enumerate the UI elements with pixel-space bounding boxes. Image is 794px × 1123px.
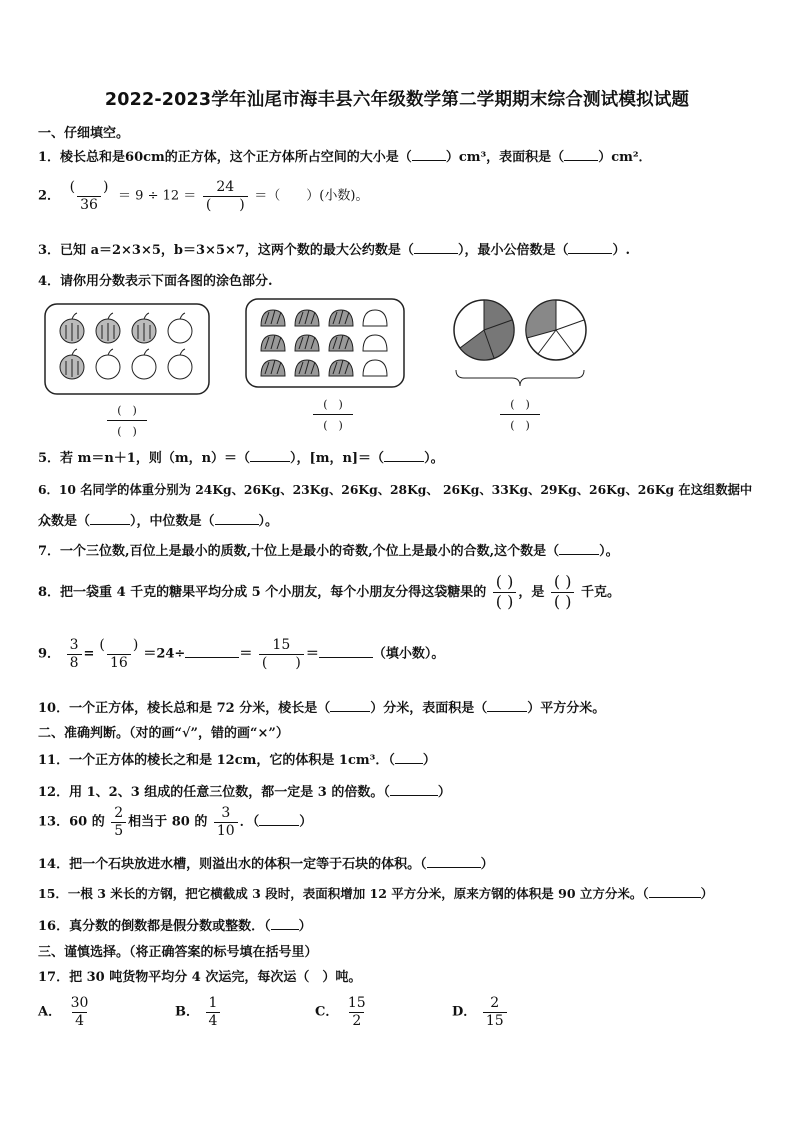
answer-blank[interactable]: [271, 929, 299, 930]
question-number: 5．: [38, 451, 61, 466]
fraction-answer-2[interactable]: ( ) ( ): [313, 396, 353, 433]
section-3-heading: 三、谨慎选择。（将正确答案的标号填在括号里）: [38, 945, 318, 960]
question-8: 8．把一袋重 4 千克的糖果平均分成 5 个小朋友，每个小朋友分得这袋糖果的 $\frac{( )}{( )}$ ，是 $\frac{( )}{( )}$ 千克。: [38, 572, 621, 611]
answer-blank[interactable]: [568, 253, 612, 254]
answer-blank[interactable]: [259, 825, 299, 826]
question-number: 10．: [38, 701, 70, 716]
answer-blank[interactable]: [215, 524, 259, 525]
question-7: 7．一个三位数,百位上是最小的质数,十位上是最小的奇数,个位上是最小的合数,这个数是（ ）。: [38, 544, 619, 559]
apple-icon-row-2: [60, 349, 192, 379]
fraction: $\frac{2}{15}$: [483, 996, 507, 1028]
question-number: 2．: [38, 188, 61, 204]
question-11: 11．一个正方体的棱长之和是 12cm，它的体积是 1cm³．（ ）: [38, 753, 436, 768]
fraction: $\frac{( )}{( )}$: [551, 574, 575, 611]
question-number: 9．: [38, 646, 61, 662]
fraction-answer-1[interactable]: ( ) ( ): [107, 402, 147, 439]
question-number: 6．: [38, 482, 59, 497]
question-6-continued: 众数是（ ），中位数是（ ）。: [38, 514, 279, 529]
question-14: 14．把一个石块放进水槽，则溢出水的体积一定等于石块的体积。（ ）: [38, 857, 494, 872]
answer-blank[interactable]: [319, 657, 373, 658]
fraction: $\frac{30}{4}$: [70, 995, 89, 1029]
question-number: 11．: [38, 753, 70, 768]
section-1-heading: 一、仔细填空。: [38, 126, 130, 141]
pie-circles-figure: [452, 298, 592, 390]
answer-blank[interactable]: [649, 897, 701, 898]
fraction: $\frac{15}{( )}$: [259, 638, 304, 670]
answer-blank[interactable]: [395, 763, 423, 764]
question-number: 7．: [38, 544, 61, 559]
question-3: 3．已知 a＝2×3×5，b＝3×5×7，这两个数的最大公约数是（ ），最小公倍数是（ ）.: [38, 243, 630, 258]
section-2-heading: 二、准确判断。（对的画“√”，错的画“×”）: [38, 726, 289, 741]
question-10: 10．一个正方体，棱长总和是 72 分米，棱长是（ ）分米，表面积是（ ）平方分米。: [38, 701, 606, 716]
question-number: 1．: [38, 150, 61, 165]
fraction: $\frac{1}{4}$: [206, 996, 221, 1028]
question-number: 4．: [38, 274, 61, 289]
option-c[interactable]: C． $\frac{15}{2}$: [315, 996, 371, 1028]
fraction: $\frac{15}{2}$: [347, 995, 366, 1029]
question-6: 6．10 名同学的体重分别为 24Kg、26Kg、23Kg、26Kg、28Kg、 26Kg、33Kg、29Kg、26Kg、26Kg 在这组数据中: [38, 482, 753, 497]
fraction: $\frac{( )}{( )}$: [493, 574, 517, 611]
question-number: 15．: [38, 886, 68, 901]
apple-box-figure: [44, 303, 210, 395]
option-a[interactable]: A． $\frac{30}{4}$: [38, 996, 93, 1028]
fraction: $\frac{2}{5}$: [111, 806, 126, 838]
answer-blank[interactable]: [390, 795, 438, 796]
option-d[interactable]: D． $\frac{2}{15}$: [452, 996, 509, 1028]
answer-blank[interactable]: [90, 524, 130, 525]
peach-box-figure: [245, 298, 405, 388]
question-2: 2． $\frac{( )}{36}$ ＝ 9 ÷ 12 ＝ $\frac{24}{( )}$ ＝（ ）(小数)。: [38, 179, 369, 213]
answer-blank[interactable]: [427, 867, 481, 868]
answer-blank[interactable]: [384, 461, 424, 462]
answer-blank[interactable]: [330, 711, 370, 712]
answer-blank[interactable]: [564, 160, 598, 161]
question-13: 13．60 的 $\frac{2}{5}$ 相当于 80 的 $\frac{3}{10}$ ．（ ）: [38, 805, 313, 839]
fraction-answer-3[interactable]: ( ) ( ): [500, 396, 540, 433]
answer-blank[interactable]: [250, 461, 290, 462]
fraction: $\frac{( )}{16}$: [99, 637, 139, 671]
question-number: 14．: [38, 857, 70, 872]
question-1: 1．棱长总和是60cm的正方体，这个正方体所占空间的大小是（ ）cm³，表面积是（ ）cm²．: [38, 150, 652, 165]
answer-blank[interactable]: [487, 711, 527, 712]
question-12: 12．用 1、2、3 组成的任意三位数，都一定是 3 的倍数。（ ）: [38, 785, 451, 800]
fraction: $\frac{24}{( )}$: [203, 180, 248, 212]
answer-blank[interactable]: [185, 657, 239, 658]
question-17: 17．把 30 吨货物平均分 4 次运完，每次运（ ）吨。: [38, 970, 362, 985]
pie-circle-1: [454, 300, 514, 360]
fraction: $\frac{3}{8}$: [67, 638, 82, 670]
peach-icon-grid: [261, 310, 387, 376]
question-number: 13．: [38, 814, 70, 830]
question-4: 4．请你用分数表示下面各图的涂色部分.: [38, 274, 273, 289]
page-title: 2022-2023学年汕尾市海丰县六年级数学第二学期期末综合测试模拟试题: [104, 90, 690, 110]
answer-blank[interactable]: [414, 253, 458, 254]
question-number: 17．: [38, 970, 70, 985]
fraction: $\frac{3}{10}$: [214, 806, 238, 838]
option-b[interactable]: B． $\frac{1}{4}$: [175, 996, 222, 1028]
question-number: 16．: [38, 919, 70, 934]
fraction: $\frac{( )}{36}$: [69, 179, 109, 213]
apple-icon-row-1: [60, 313, 192, 343]
question-15: 15．一根 3 米长的方钢，把它横截成 3 段时，表面积增加 12 平方分米，原来方钢的体积是 90 立方分米。（ ）: [38, 886, 714, 901]
question-number: 12．: [38, 785, 70, 800]
answer-blank[interactable]: [412, 160, 446, 161]
question-number: 8．: [38, 584, 61, 600]
pie-circle-2: [526, 300, 586, 360]
question-16: 16．真分数的倒数都是假分数或整数．（ ）: [38, 919, 312, 934]
answer-blank[interactable]: [559, 554, 599, 555]
question-5: 5．若 m＝n＋1，则（m，n）＝（ ），[m，n]＝（ ）。: [38, 451, 444, 466]
question-9: 9． $\frac{3}{8}$ = $\frac{( )}{16}$ ＝24÷ ＝ $\frac{15}{( )}$ ＝ （填小数）。: [38, 637, 445, 671]
question-number: 3．: [38, 243, 61, 258]
